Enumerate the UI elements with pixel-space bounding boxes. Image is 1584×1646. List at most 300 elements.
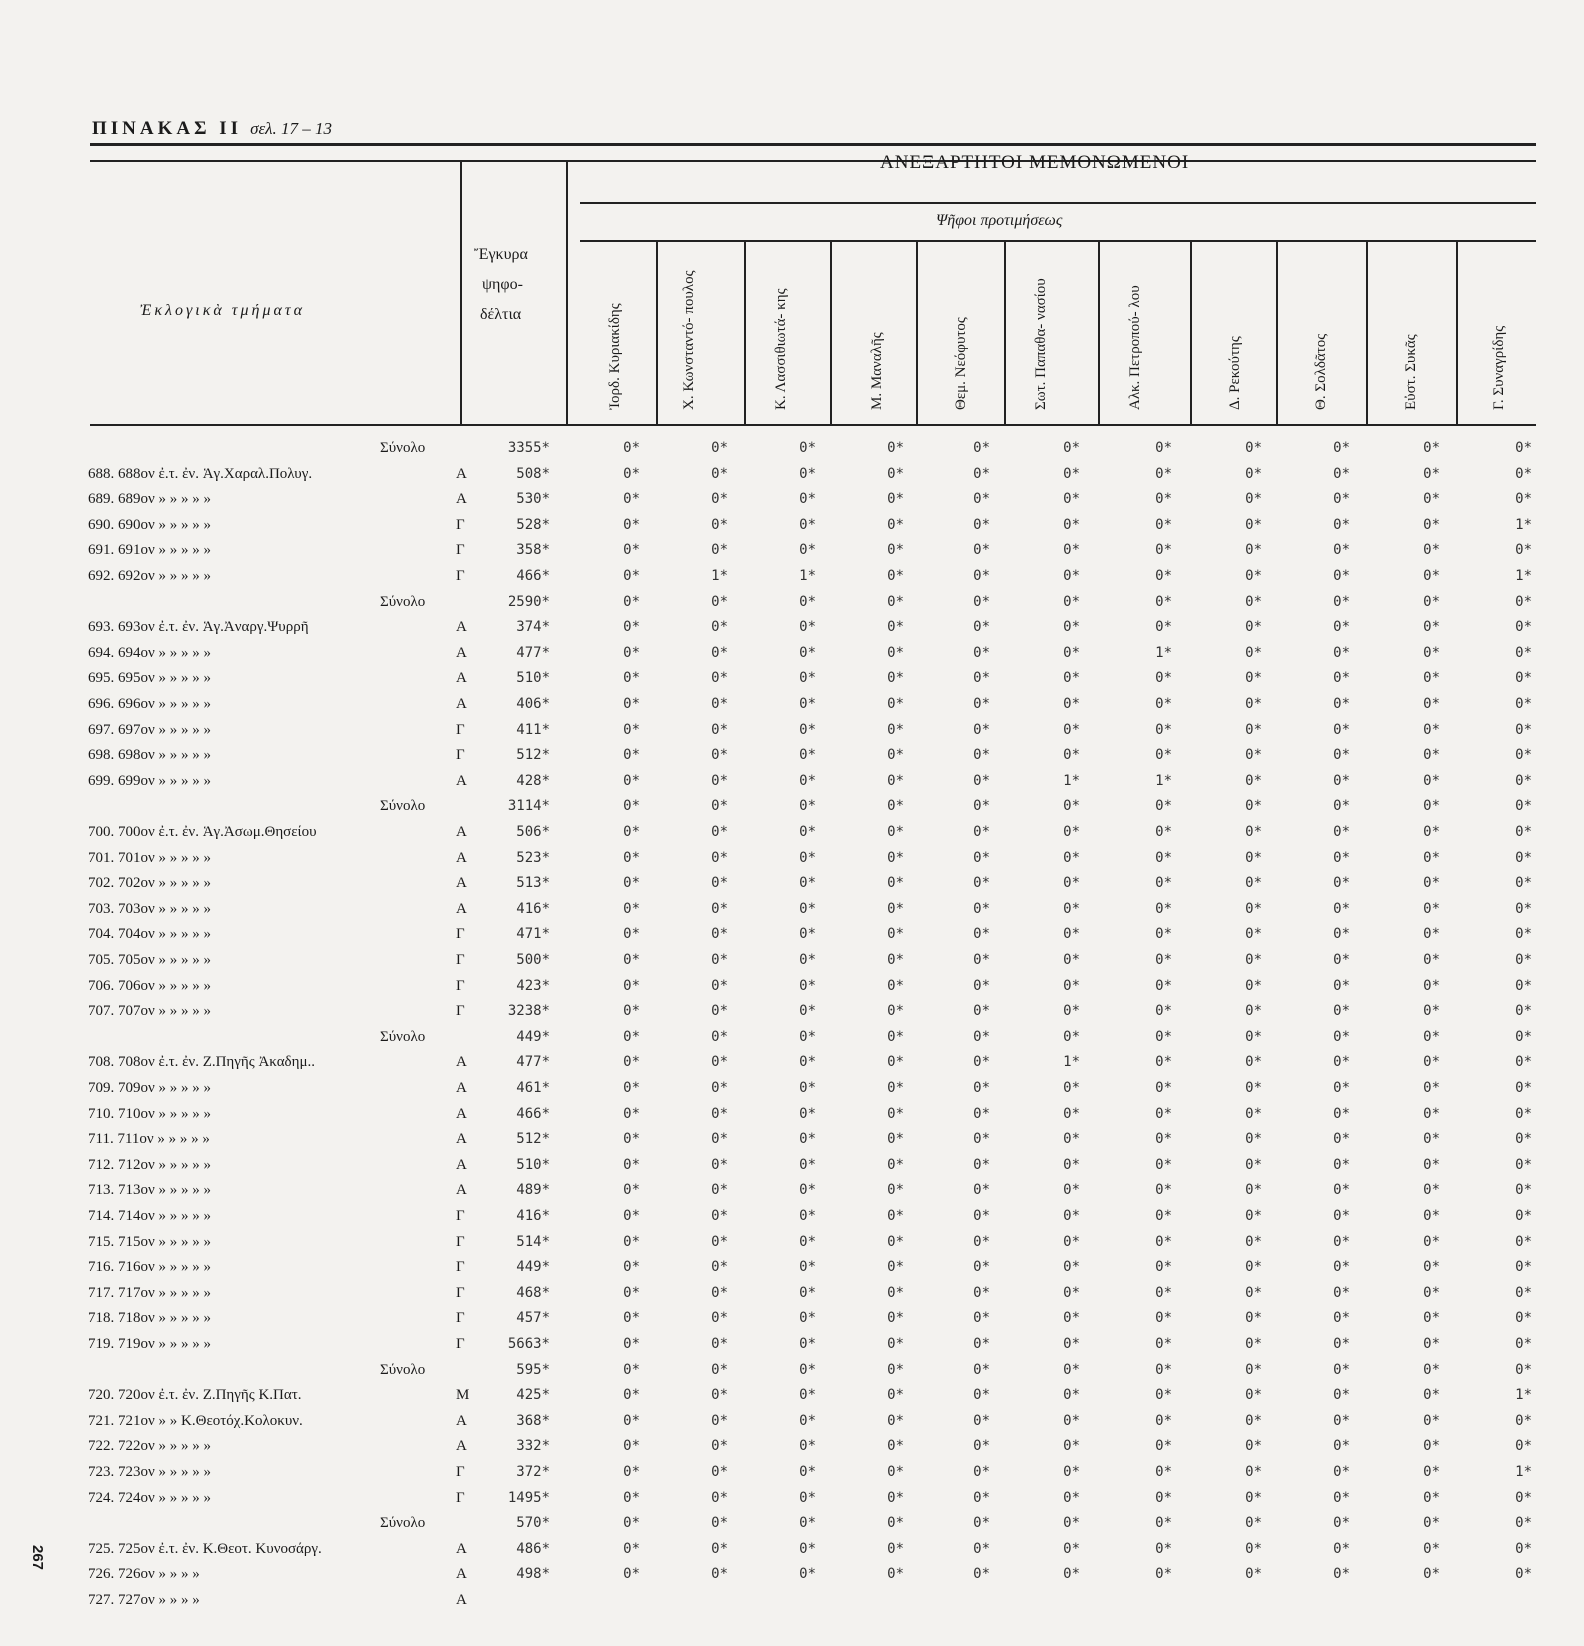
section-type: Α xyxy=(456,875,467,892)
preference-votes: 0* xyxy=(973,593,990,610)
preference-votes: 0* xyxy=(799,875,816,892)
section-label: 693. 693ον ἐ.τ. ἐν. Ἁγ.Ἀναργ.Ψυρρῆ xyxy=(88,619,309,636)
preference-votes: 0* xyxy=(887,1259,904,1276)
preference-votes: 0* xyxy=(711,1515,728,1532)
preference-votes: 0* xyxy=(1155,670,1172,687)
preference-votes: 0* xyxy=(887,1156,904,1173)
preference-votes: 0* xyxy=(1155,824,1172,840)
preference-votes: 0* xyxy=(1245,900,1262,917)
preference-votes: 0* xyxy=(799,1438,816,1455)
valid-ballots: 3238* xyxy=(507,1003,550,1020)
section-label: 706. 706ον » » » » » xyxy=(88,977,212,994)
preference-votes: 0* xyxy=(887,1361,904,1378)
preference-votes: 0* xyxy=(799,1028,816,1045)
preference-votes: 0* xyxy=(711,593,728,610)
valid-ballots: 468* xyxy=(516,1284,550,1301)
preference-votes: 0* xyxy=(623,1259,640,1276)
preference-votes: 0* xyxy=(711,1003,728,1020)
preference-votes: 0* xyxy=(1515,696,1532,712)
vline-c10 xyxy=(1456,240,1458,424)
preference-votes: 0* xyxy=(623,824,640,840)
preference-votes: 1* xyxy=(1515,1464,1532,1480)
table-row xyxy=(0,1285,1584,1311)
preference-votes: 0* xyxy=(1245,721,1262,738)
section-label: 692. 692ον » » » » » xyxy=(88,568,212,584)
section-label: 702. 702ον » » » » » xyxy=(88,875,212,892)
preference-votes: 0* xyxy=(1423,1438,1440,1455)
preference-votes: 0* xyxy=(623,568,640,584)
preference-votes: 0* xyxy=(623,747,640,764)
preference-votes: 0* xyxy=(623,849,640,866)
section-label: 703. 703ον » » » » » xyxy=(88,900,212,917)
preference-votes: 0* xyxy=(1063,1489,1080,1506)
valid-ballots: 358* xyxy=(516,542,550,559)
preference-votes: 0* xyxy=(887,1028,904,1045)
preference-votes: 0* xyxy=(1515,747,1532,764)
preference-votes: 0* xyxy=(1063,747,1080,764)
preference-votes: 0* xyxy=(973,875,990,892)
section-label: 688. 688ον ἐ.τ. ἐν. Ἁγ.Χαραλ.Πολυγ. xyxy=(88,465,313,482)
vline-valid xyxy=(460,160,462,424)
vline-c5 xyxy=(1004,240,1006,424)
preference-votes: 0* xyxy=(1333,900,1350,917)
preference-votes: 0* xyxy=(711,977,728,994)
preference-votes: 0* xyxy=(1423,696,1440,712)
section-type: Γ xyxy=(456,542,465,559)
preference-votes: 0* xyxy=(623,1105,640,1122)
valid-ballots: 477* xyxy=(516,644,550,661)
preference-votes: 0* xyxy=(1155,1387,1172,1404)
preference-votes: 0* xyxy=(799,1284,816,1301)
preference-votes: 0* xyxy=(1515,1156,1532,1173)
preference-votes: 0* xyxy=(973,900,990,917)
preference-votes: 0* xyxy=(623,926,640,943)
preference-votes: 0* xyxy=(1063,465,1080,482)
section-type: Γ xyxy=(456,1208,465,1224)
preference-votes: 0* xyxy=(1155,1131,1172,1148)
table-row xyxy=(0,1131,1584,1157)
table-row xyxy=(0,722,1584,748)
table-row xyxy=(0,1362,1584,1388)
preference-votes: 0* xyxy=(1155,1540,1172,1557)
table-row xyxy=(0,1157,1584,1183)
preference-votes: 0* xyxy=(623,619,640,636)
preference-votes: 0* xyxy=(973,1028,990,1045)
preference-votes: 0* xyxy=(1333,772,1350,789)
section-type: Α xyxy=(456,1540,467,1557)
valid-ballots: 1495* xyxy=(507,1489,550,1506)
valid-ballots: 570* xyxy=(516,1515,550,1532)
preference-heading: Ψῆφοι προτιμήσεως xyxy=(936,212,1063,229)
preference-votes: 1* xyxy=(711,568,728,584)
valid-ballots: 428* xyxy=(516,772,550,789)
table-title-text: ΠΙΝΑΚΑΣ ΙΙ xyxy=(92,118,243,139)
preference-votes: 1* xyxy=(1063,772,1080,789)
preference-votes: 0* xyxy=(1245,1105,1262,1122)
preference-votes: 0* xyxy=(711,619,728,636)
preference-votes: 0* xyxy=(1063,568,1080,584)
section-type: Γ xyxy=(456,516,465,533)
preference-votes: 0* xyxy=(1063,1233,1080,1250)
preference-votes: 0* xyxy=(887,1182,904,1199)
table-row xyxy=(0,850,1584,876)
preference-votes: 0* xyxy=(1423,593,1440,610)
preference-votes: 0* xyxy=(799,1131,816,1148)
preference-votes: 0* xyxy=(1155,1259,1172,1276)
preference-votes: 0* xyxy=(799,670,816,687)
section-label: 719. 719ον » » » » » xyxy=(88,1336,212,1352)
section-label: 689. 689ον » » » » » xyxy=(88,491,212,508)
preference-votes: 0* xyxy=(1155,1182,1172,1199)
preference-votes: 0* xyxy=(973,1540,990,1557)
preference-votes: 0* xyxy=(623,1284,640,1301)
preference-votes: 0* xyxy=(973,516,990,533)
preference-votes: 0* xyxy=(1245,1310,1262,1327)
section-label: 722. 722ον » » » » » xyxy=(88,1438,212,1455)
page-number: 267 xyxy=(29,1545,46,1571)
preference-votes: 0* xyxy=(623,491,640,508)
valid-ballots: 425* xyxy=(516,1387,550,1404)
preference-votes: 0* xyxy=(711,1464,728,1480)
section-label: 704. 704ον » » » » » xyxy=(88,926,212,943)
section-label: 695. 695ον » » » » » xyxy=(88,670,212,687)
preference-votes: 0* xyxy=(973,542,990,559)
valid-ballots: 477* xyxy=(516,1054,550,1071)
preference-votes: 0* xyxy=(1333,1284,1350,1301)
preference-votes: 0* xyxy=(973,644,990,661)
preference-votes: 0* xyxy=(973,1080,990,1096)
preference-votes: 0* xyxy=(1515,542,1532,559)
preference-votes: 0* xyxy=(1515,849,1532,866)
preference-votes: 0* xyxy=(1063,824,1080,840)
section-label: 701. 701ον » » » » » xyxy=(88,849,212,866)
valid-ballots: 406* xyxy=(516,696,550,712)
preference-votes: 0* xyxy=(1515,824,1532,840)
preference-votes: 0* xyxy=(887,875,904,892)
preference-votes: 0* xyxy=(1515,1233,1532,1250)
preference-votes: 0* xyxy=(973,1566,990,1583)
preference-votes: 0* xyxy=(1515,798,1532,815)
preference-votes: 0* xyxy=(1423,1361,1440,1378)
total-label: Σύνολο xyxy=(380,1515,426,1532)
preference-votes: 0* xyxy=(1515,491,1532,508)
section-type: Γ xyxy=(456,568,465,584)
preference-votes: 0* xyxy=(1063,1003,1080,1020)
preference-votes: 0* xyxy=(623,1412,640,1429)
preference-votes: 0* xyxy=(711,952,728,968)
preference-votes: 0* xyxy=(623,1208,640,1224)
pref-rule xyxy=(580,240,1536,242)
preference-votes: 0* xyxy=(799,952,816,968)
preference-votes: 0* xyxy=(623,1489,640,1506)
preference-votes: 0* xyxy=(1063,1515,1080,1532)
preference-votes: 0* xyxy=(1155,491,1172,508)
preference-votes: 0* xyxy=(1155,593,1172,610)
section-type: Α xyxy=(456,491,467,508)
preference-votes: 0* xyxy=(799,516,816,533)
preference-votes: 0* xyxy=(973,619,990,636)
valid-heading-2: ψηφο- xyxy=(482,276,523,293)
candidate-header: Σωτ. Παπαθα- νασίου xyxy=(1033,278,1049,410)
preference-votes: 0* xyxy=(799,1233,816,1250)
table-row xyxy=(0,773,1584,799)
candidate-header: Αλκ. Πετροπού- λου xyxy=(1127,285,1143,410)
table-row xyxy=(0,517,1584,543)
preference-votes: 0* xyxy=(887,516,904,533)
preference-votes: 0* xyxy=(1423,1387,1440,1404)
preference-votes: 0* xyxy=(1423,1054,1440,1071)
preference-votes: 0* xyxy=(1333,977,1350,994)
preference-votes: 0* xyxy=(1515,900,1532,917)
preference-votes: 0* xyxy=(1245,465,1262,482)
table-row xyxy=(0,978,1584,1004)
table-row xyxy=(0,824,1584,850)
preference-votes: 0* xyxy=(623,593,640,610)
preference-votes: 0* xyxy=(623,798,640,815)
section-type: Α xyxy=(456,1412,467,1429)
preference-votes: 0* xyxy=(623,542,640,559)
preference-votes: 0* xyxy=(1333,1515,1350,1532)
vline-c8 xyxy=(1276,240,1278,424)
preference-votes: 0* xyxy=(799,619,816,636)
preference-votes: 0* xyxy=(1333,1464,1350,1480)
vline-votes xyxy=(566,160,568,424)
preference-votes: 0* xyxy=(711,772,728,789)
vline-c3 xyxy=(830,240,832,424)
preference-votes: 0* xyxy=(623,1566,640,1583)
valid-ballots: 416* xyxy=(516,1208,550,1224)
section-type: Α xyxy=(456,1080,467,1096)
table-row xyxy=(0,798,1584,824)
valid-ballots: 508* xyxy=(516,465,550,482)
preference-votes: 0* xyxy=(1423,1515,1440,1532)
preference-votes: 0* xyxy=(1245,1080,1262,1096)
preference-votes: 0* xyxy=(1245,1028,1262,1045)
section-type: Α xyxy=(456,644,467,661)
preference-votes: 0* xyxy=(711,1438,728,1455)
section-type: Γ xyxy=(456,1336,465,1352)
preference-votes: 0* xyxy=(1333,875,1350,892)
valid-ballots: 471* xyxy=(516,926,550,943)
preference-votes: 0* xyxy=(887,1464,904,1480)
preference-votes: 1* xyxy=(799,568,816,584)
preference-votes: 0* xyxy=(1515,1336,1532,1352)
preference-votes: 0* xyxy=(799,747,816,764)
section-label: 694. 694ον » » » » » xyxy=(88,644,212,661)
preference-votes: 0* xyxy=(623,772,640,789)
preference-votes: 0* xyxy=(1423,1464,1440,1480)
section-type: Α xyxy=(456,772,467,789)
preference-votes: 0* xyxy=(711,721,728,738)
preference-votes: 0* xyxy=(1245,772,1262,789)
preference-votes: 0* xyxy=(711,926,728,943)
preference-votes: 0* xyxy=(1063,875,1080,892)
preference-votes: 0* xyxy=(1515,926,1532,943)
candidate-header: Θεμ. Νεόφυτος xyxy=(953,317,969,410)
preference-votes: 0* xyxy=(1423,747,1440,764)
preference-votes: 0* xyxy=(973,1336,990,1352)
preference-votes: 0* xyxy=(1245,798,1262,815)
preference-votes: 0* xyxy=(1155,440,1172,456)
valid-ballots: 514* xyxy=(516,1233,550,1250)
preference-votes: 0* xyxy=(1423,900,1440,917)
table-row xyxy=(0,568,1584,594)
preference-votes: 0* xyxy=(799,1489,816,1506)
preference-votes: 0* xyxy=(1063,952,1080,968)
preference-votes: 0* xyxy=(1333,670,1350,687)
preference-votes: 0* xyxy=(1515,619,1532,636)
preference-votes: 0* xyxy=(1063,977,1080,994)
candidate-header: Θ. Σολδᾶτος xyxy=(1313,333,1329,410)
preference-votes: 0* xyxy=(887,977,904,994)
preference-votes: 0* xyxy=(711,824,728,840)
preference-votes: 0* xyxy=(1333,1412,1350,1429)
preference-votes: 0* xyxy=(1423,824,1440,840)
preference-votes: 1* xyxy=(1515,568,1532,584)
section-type: Α xyxy=(456,849,467,866)
section-label: 714. 714ον » » » » » xyxy=(88,1208,212,1224)
preference-votes: 0* xyxy=(799,1310,816,1327)
preference-votes: 0* xyxy=(1245,1182,1262,1199)
preference-votes: 0* xyxy=(1423,1412,1440,1429)
preference-votes: 0* xyxy=(1155,1080,1172,1096)
preference-votes: 0* xyxy=(1333,1387,1350,1404)
preference-votes: 0* xyxy=(711,516,728,533)
section-label: 698. 698ον » » » » » xyxy=(88,747,212,764)
preference-votes: 0* xyxy=(1423,1336,1440,1352)
preference-votes: 0* xyxy=(973,1361,990,1378)
table-row xyxy=(0,952,1584,978)
preference-votes: 0* xyxy=(711,1387,728,1404)
preference-votes: 0* xyxy=(711,1412,728,1429)
valid-ballots: 510* xyxy=(516,670,550,687)
preference-votes: 0* xyxy=(711,1310,728,1327)
section-label: 720. 720ον ἐ.τ. ἐν. Ζ.Πηγῆς Κ.Πατ. xyxy=(88,1387,302,1404)
preference-votes: 0* xyxy=(1515,1310,1532,1327)
valid-ballots: 416* xyxy=(516,900,550,917)
preference-votes: 0* xyxy=(1515,1105,1532,1122)
preference-votes: 0* xyxy=(1515,1361,1532,1378)
preference-votes: 0* xyxy=(887,670,904,687)
section-label: 723. 723ον » » » » » xyxy=(88,1464,212,1480)
preference-votes: 0* xyxy=(1063,1182,1080,1199)
table-row xyxy=(0,670,1584,696)
preference-votes: 0* xyxy=(1245,1336,1262,1352)
valid-ballots: 466* xyxy=(516,568,550,584)
section-label: 705. 705ον » » » » » xyxy=(88,952,212,968)
section-type: Α xyxy=(456,670,467,687)
preference-votes: 0* xyxy=(1423,1566,1440,1583)
preference-votes: 0* xyxy=(887,696,904,712)
preference-votes: 0* xyxy=(1155,798,1172,815)
preference-votes: 0* xyxy=(1515,772,1532,789)
preference-votes: 0* xyxy=(973,952,990,968)
preference-votes: 0* xyxy=(1245,1054,1262,1071)
preference-votes: 0* xyxy=(711,1361,728,1378)
preference-votes: 0* xyxy=(1245,1489,1262,1506)
preference-votes: 0* xyxy=(711,696,728,712)
table-row xyxy=(0,1541,1584,1567)
valid-ballots: 3114* xyxy=(507,798,550,815)
table-row xyxy=(0,1003,1584,1029)
preference-votes: 0* xyxy=(1423,1028,1440,1045)
preference-votes: 0* xyxy=(1515,1054,1532,1071)
table-row xyxy=(0,1234,1584,1260)
preference-votes: 1* xyxy=(1155,644,1172,661)
preference-votes: 0* xyxy=(623,1131,640,1148)
preference-votes: 0* xyxy=(711,1540,728,1557)
preference-votes: 0* xyxy=(1333,1105,1350,1122)
table-row xyxy=(0,1106,1584,1132)
preference-votes: 0* xyxy=(1515,952,1532,968)
table-row xyxy=(0,1387,1584,1413)
preference-votes: 0* xyxy=(1333,1003,1350,1020)
preference-votes: 0* xyxy=(623,1028,640,1045)
preference-votes: 0* xyxy=(1245,1438,1262,1455)
preference-votes: 0* xyxy=(623,952,640,968)
preference-votes: 0* xyxy=(1155,1054,1172,1071)
preference-votes: 0* xyxy=(1155,516,1172,533)
preference-votes: 0* xyxy=(799,1464,816,1480)
preference-votes: 0* xyxy=(1333,1233,1350,1250)
table-row xyxy=(0,440,1584,466)
preference-votes: 0* xyxy=(799,721,816,738)
preference-votes: 0* xyxy=(887,542,904,559)
preference-votes: 0* xyxy=(887,1336,904,1352)
section-type: Γ xyxy=(456,1233,465,1250)
section-type: Α xyxy=(456,696,467,712)
candidate-header: Ἰορδ. Κυριακίδης xyxy=(607,303,623,410)
section-type: Α xyxy=(456,619,467,636)
valid-ballots: 5663* xyxy=(507,1336,550,1352)
preference-votes: 0* xyxy=(887,1515,904,1532)
section-type: Α xyxy=(456,1592,467,1608)
preference-votes: 0* xyxy=(973,491,990,508)
candidate-header: Δ. Ρεκούτης xyxy=(1227,336,1243,410)
section-type: Α xyxy=(456,1156,467,1173)
valid-ballots: 489* xyxy=(516,1182,550,1199)
section-label: 718. 718ον » » » » » xyxy=(88,1310,212,1327)
preference-votes: 0* xyxy=(887,619,904,636)
preference-votes: 0* xyxy=(799,1156,816,1173)
header-rule xyxy=(90,160,1536,162)
preference-votes: 0* xyxy=(711,1208,728,1224)
preference-votes: 0* xyxy=(1423,644,1440,661)
table-row xyxy=(0,466,1584,492)
preference-votes: 0* xyxy=(1063,542,1080,559)
section-label: 716. 716ον » » » » » xyxy=(88,1259,212,1276)
valid-ballots: 486* xyxy=(516,1540,550,1557)
preference-votes: 0* xyxy=(799,824,816,840)
vline-c6 xyxy=(1098,240,1100,424)
preference-votes: 0* xyxy=(1245,1259,1262,1276)
preference-votes: 0* xyxy=(623,721,640,738)
preference-votes: 0* xyxy=(887,1003,904,1020)
vline-c7 xyxy=(1190,240,1192,424)
preference-votes: 0* xyxy=(799,1182,816,1199)
preference-votes: 0* xyxy=(623,1464,640,1480)
preference-votes: 0* xyxy=(1423,1080,1440,1096)
preference-votes: 0* xyxy=(1155,1208,1172,1224)
section-type: Γ xyxy=(456,721,465,738)
section-type: Γ xyxy=(456,952,465,968)
preference-votes: 0* xyxy=(1155,747,1172,764)
section-label: 697. 697ον » » » » » xyxy=(88,721,212,738)
preference-votes: 0* xyxy=(1333,1540,1350,1557)
table-row xyxy=(0,1208,1584,1234)
preference-votes: 0* xyxy=(1245,440,1262,456)
preference-votes: 0* xyxy=(1423,516,1440,533)
